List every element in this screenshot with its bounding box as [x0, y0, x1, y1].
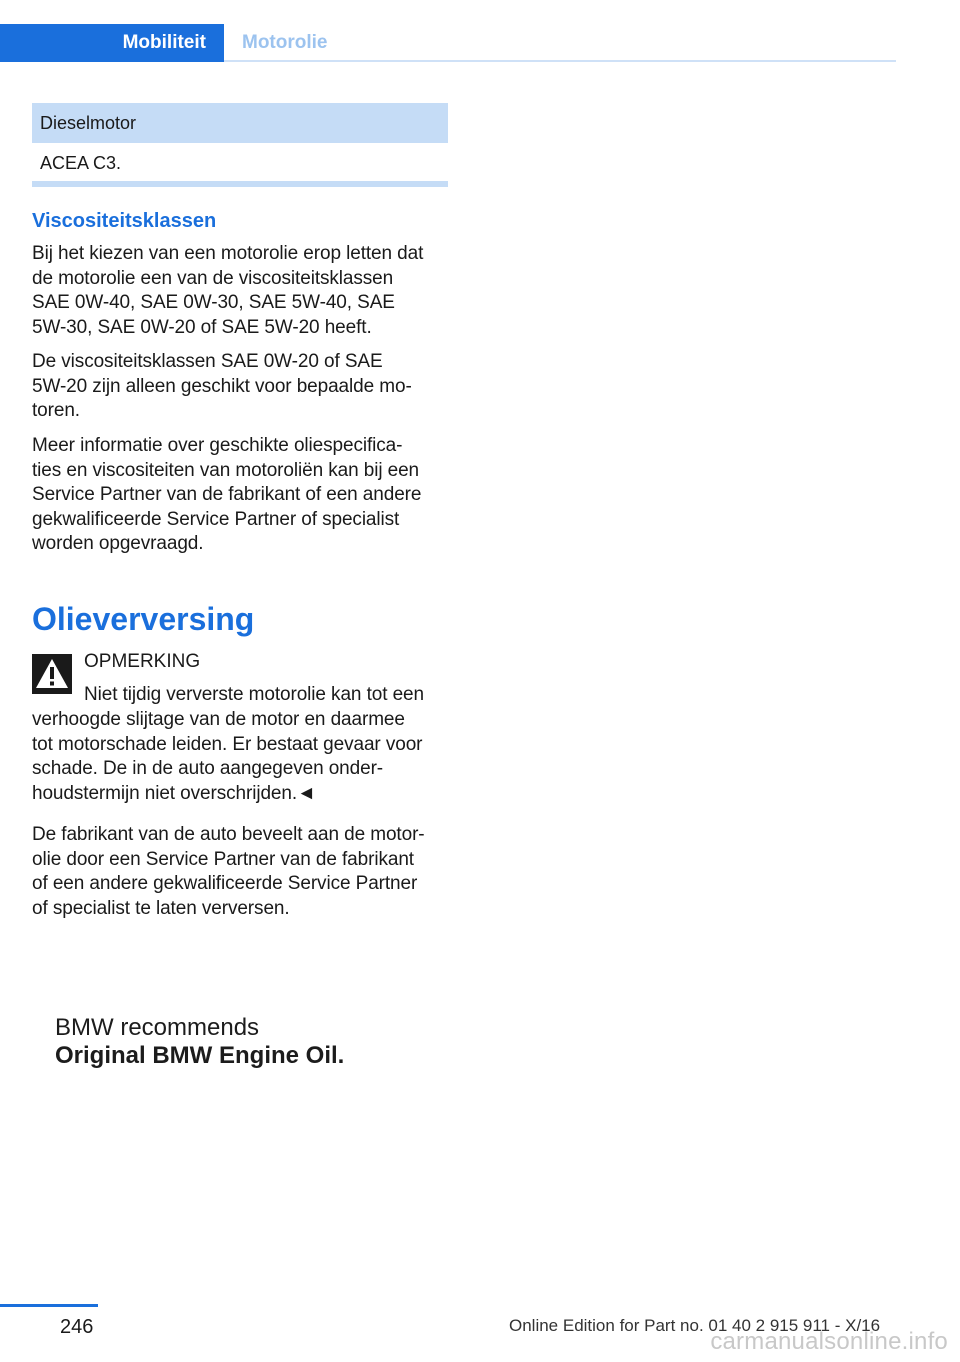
viscosity-heading: Viscositeitsklassen — [32, 210, 217, 232]
warning-text — [32, 708, 450, 806]
text-line: de motorolie een van de viscositeitsklassen — [32, 267, 394, 289]
table-body-cell — [32, 143, 448, 183]
table-header-cell — [32, 103, 448, 143]
warning-triangle-icon — [32, 654, 72, 694]
text-line: 5W-20 zijn alleen geschikt voor bepaalde mo‐ — [32, 375, 412, 397]
text-line: Bij het kiezen van een motorolie erop letten dat — [32, 243, 424, 264]
table-cell-text: ACEA C3. — [40, 152, 122, 173]
text-line: of een andere gekwalificeerde Service Partner — [32, 873, 418, 895]
viscosity-paragraph-1 — [32, 242, 450, 340]
oil-change-paragraph — [32, 823, 450, 921]
text-line: ties en viscositeiten van motoroliën kan bij een — [32, 459, 420, 481]
tab-motorolie-label: Motorolie — [242, 32, 328, 53]
warning-first-line: Niet tijdig ververste motorolie kan tot een — [84, 684, 424, 705]
table-header-text: Dieselmotor — [40, 112, 137, 133]
footer-rule — [0, 1304, 98, 1307]
text-line: verhoogde slijtage van de motor en daarmee — [32, 709, 405, 730]
page-number: 246 — [60, 1316, 94, 1338]
text-line: worden opgevraagd. — [32, 533, 204, 555]
text-line: 5W-30, SAE 0W-20 of SAE 5W-20 heeft. — [32, 316, 372, 338]
tab-motorolie[interactable] — [224, 24, 374, 62]
advert-line-1: BMW recommends — [55, 1014, 260, 1041]
viscosity-paragraph-3 — [32, 434, 450, 557]
text-line: toren. — [32, 400, 80, 422]
text-line: schade. De in de auto aangegeven onder‐ — [32, 758, 384, 780]
viscosity-paragraph-2 — [32, 350, 450, 424]
header-divider — [224, 60, 896, 62]
text-line: olie door een Service Partner van de fabrikant — [32, 848, 414, 870]
tab-mobiliteit[interactable] — [0, 24, 224, 62]
oil-change-heading: Olieverversing — [32, 601, 255, 637]
advert-line-2: Original BMW Engine Oil. — [55, 1042, 345, 1069]
text-line: of specialist te laten verversen. — [32, 897, 290, 919]
edition-text: Online Edition for Part no. 01 40 2 915 911 - X/16 — [509, 1316, 881, 1335]
tab-mobiliteit-label: Mobiliteit — [122, 32, 206, 53]
text-line: gekwalificeerde Service Partner of specialist — [32, 508, 400, 530]
text-line: Meer informatie over geschikte oliespecifica‐ — [32, 435, 403, 456]
text-line: SAE 0W-40, SAE 0W-30, SAE 5W-40, SAE — [32, 292, 395, 314]
text-line: De viscositeitsklassen SAE 0W-20 of SAE — [32, 351, 383, 372]
text-line: De fabrikant van de auto beveelt aan de motor‐ — [32, 824, 425, 845]
watermark: carmanualsonline.info — [710, 1328, 948, 1355]
warning-label: OPMERKING — [84, 651, 201, 672]
table-bottom-rule — [32, 181, 448, 187]
text-line: tot motorschade leiden. Er bestaat gevaar voor — [32, 733, 423, 755]
text-line: Service Partner van de fabrikant of een andere — [32, 484, 422, 506]
text-line: houdstermijn niet overschrijden.◄ — [32, 782, 316, 804]
